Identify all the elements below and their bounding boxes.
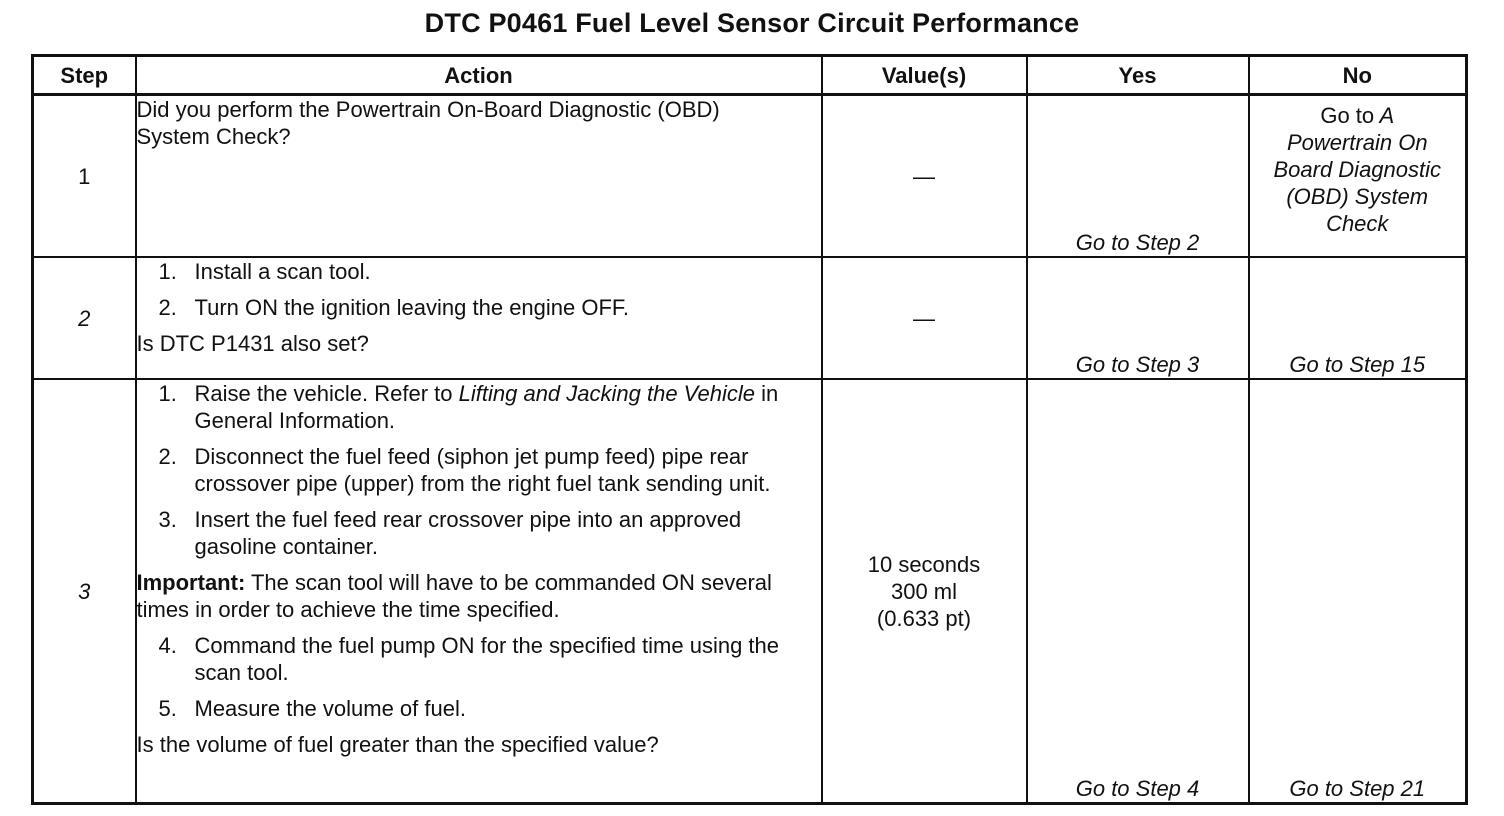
no-prefix: Go to [1320,103,1375,128]
value-cell [822,379,1027,804]
important-text: The scan tool will have to be commanded ON several times in order to achieve the time specified. [136,570,772,622]
no-link: Go to Step 21 [1289,776,1426,801]
table-row [33,95,1467,258]
header-yes: Yes [1027,56,1249,95]
yes-link: Go to Step 4 [1075,776,1200,801]
no-cell [1249,379,1467,804]
header-row [33,56,1467,95]
header-no: No [1249,56,1467,95]
yes-link: Go to Step 2 [1075,230,1200,255]
action-cell [136,379,822,804]
value-line: 300 ml [890,578,958,604]
header-values: Value(s) [822,56,1027,95]
diagnostic-table [31,54,1468,805]
important-note [137,569,821,623]
action-list [137,632,821,722]
header-action: Action [136,56,822,95]
table-row [33,379,1467,804]
table-row [33,257,1467,379]
step-number: 2 [33,257,136,379]
action-cell [136,95,822,258]
list-item: 2. Turn ON the ignition leaving the engine OFF. [158,295,630,320]
value-cell [822,95,1027,258]
important-label: Important: [136,570,246,595]
step-number: 3 [33,379,136,804]
header-step: Step [33,56,136,95]
action-question: Is DTC P1431 also set? [136,331,369,356]
yes-cell [1027,257,1249,379]
no-line: Check [1326,211,1389,236]
no-cell [1249,95,1467,258]
no-line: Board Diagnostic [1273,157,1442,182]
value-text: — [913,163,935,189]
step-number: 1 [33,95,136,258]
no-link: Go to Step 15 [1289,352,1426,377]
value-line: 10 seconds [867,551,981,577]
action-list [137,380,821,560]
list-item: 2. Disconnect the fuel feed (siphon jet pump feed) pipe rear crossover pipe (upper) from the right fuel tank sending unit. [158,444,771,496]
action-cell [136,257,822,379]
yes-cell [1027,379,1249,804]
list-item: 4. Command the fuel pump ON for the specified time using the scan tool. [158,633,780,685]
list-item: 1. Raise the vehicle. Refer to Lifting and Jacking the Vehicle in General Information. [158,381,779,433]
value-line: (0.633 pt) [876,605,972,631]
no-line: (OBD) System [1286,184,1429,209]
yes-link: Go to Step 3 [1075,352,1200,377]
no-cell [1249,257,1467,379]
action-list [137,258,821,321]
action-text: Did you perform the Powertrain On-Board Diagnostic (OBD) System Check? [136,97,720,149]
value-text: — [913,305,935,331]
list-item: 3. Insert the fuel feed rear crossover pipe into an approved gasoline container. [158,507,742,559]
no-line: A [1379,103,1395,128]
value-cell [822,257,1027,379]
no-line: Powertrain On [1286,130,1428,155]
page-title: DTC P0461 Fuel Level Sensor Circuit Performance [424,8,1080,38]
action-question: Is the volume of fuel greater than the specified value? [136,732,659,757]
list-item: 1. Install a scan tool. [158,259,371,284]
yes-cell [1027,95,1249,258]
list-item: 5. Measure the volume of fuel. [158,696,466,721]
